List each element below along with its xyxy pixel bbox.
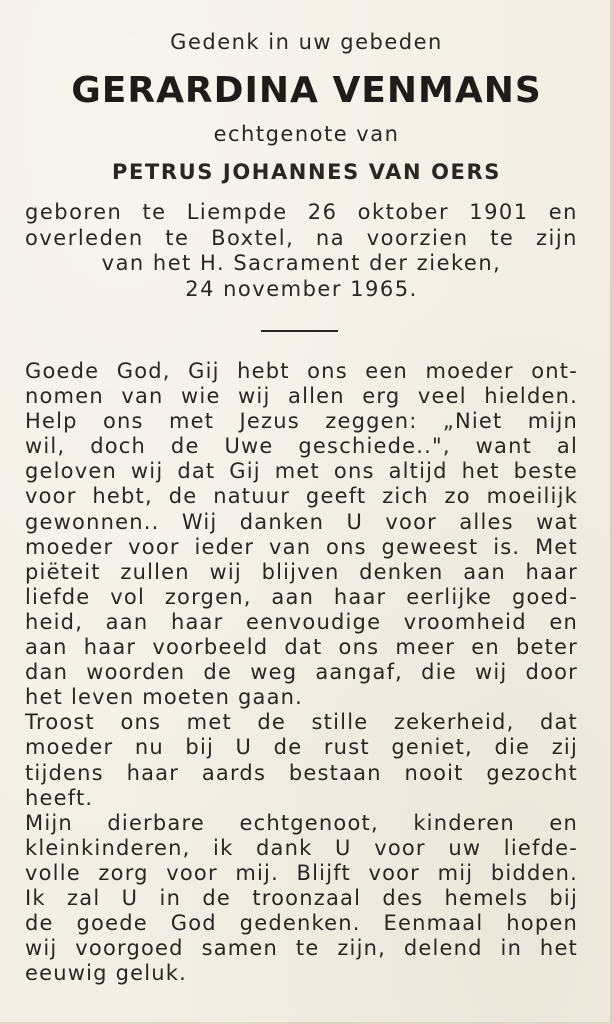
prayer-line: het leven moeten gaan. (25, 685, 304, 710)
prayer-line: heeft. (25, 785, 94, 810)
prayer-line: piëteit zullen wij blijven denken aan haar (25, 559, 578, 584)
invocation-text: Gedenk in uw gebeden (170, 30, 443, 54)
prayer-line: Help ons met Jezus zeggen: „Niet mijn (25, 409, 578, 434)
prayer-block (25, 359, 578, 986)
spouse-name: PETRUS JOHANNES VAN OERS (111, 160, 501, 184)
prayer-line: nomen van wie wij allen erg veel hielden. (25, 384, 578, 409)
prayer-line: geloven wij dat Gij met ons altijd het beste (25, 459, 578, 484)
prayer-line: Goede God, Gij hebt ons een moeder ont- (25, 359, 578, 383)
prayer-line: moeder voor ieder van ons geweest is. Met (25, 534, 578, 559)
bio-line: van het H. Sacrament der zieken, (101, 251, 502, 275)
prayer-line: de goede God gedenken. Eenmaal hopen (25, 911, 578, 936)
prayer-line: moeder nu bij U de rust geniet, die zij (25, 735, 578, 760)
prayer-line: gewonnen.. Wij danken U voor alles wat (25, 509, 578, 534)
spouse-label: echtgenote van (213, 122, 400, 146)
deceased-name: GERARDINA VENMANS (71, 70, 542, 111)
prayer-line: dan woorden de weg aangaf, die wij door (25, 660, 578, 685)
prayer-line: Mijn dierbare echtgenoot, kinderen en (25, 810, 578, 835)
prayer-line: heid, aan haar eenvoudige vroomheid en (25, 609, 578, 634)
biography-block (25, 200, 578, 302)
prayer-line: Ik zal U in de troonzaal des hemels bij (25, 885, 578, 910)
prayer-line: tijdens haar aards bestaan nooit gezocht (25, 760, 578, 785)
bio-line: overleden te Boxtel, na voorzien te zijn (25, 225, 578, 250)
prayer-line: aan haar voorbeeld dat ons meer en beter (25, 635, 578, 660)
prayer-line: volle zorg voor mij. Blijft voor mij bidden. (25, 860, 578, 885)
divider-rule (261, 330, 338, 332)
bio-line: geboren te Liempde 26 oktober 1901 en (25, 200, 578, 224)
prayer-line: wil, doch de Uwe geschiede..", want al (25, 434, 578, 459)
prayer-line: liefde vol zorgen, aan haar eerlijke goed- (25, 584, 578, 609)
prayer-line: eeuwig geluk. (25, 961, 187, 986)
prayer-line: Troost ons met de stille zekerheid, dat (25, 710, 578, 735)
bio-line: 24 november 1965. (185, 276, 418, 301)
prayer-line: voor hebt, de natuur geeft zich zo moeilijk (25, 484, 578, 509)
prayer-line: wij voorgoed samen te zijn, delend in het (25, 936, 578, 961)
prayer-line: kleinkinderen, ik dank U voor uw liefde- (25, 835, 578, 860)
